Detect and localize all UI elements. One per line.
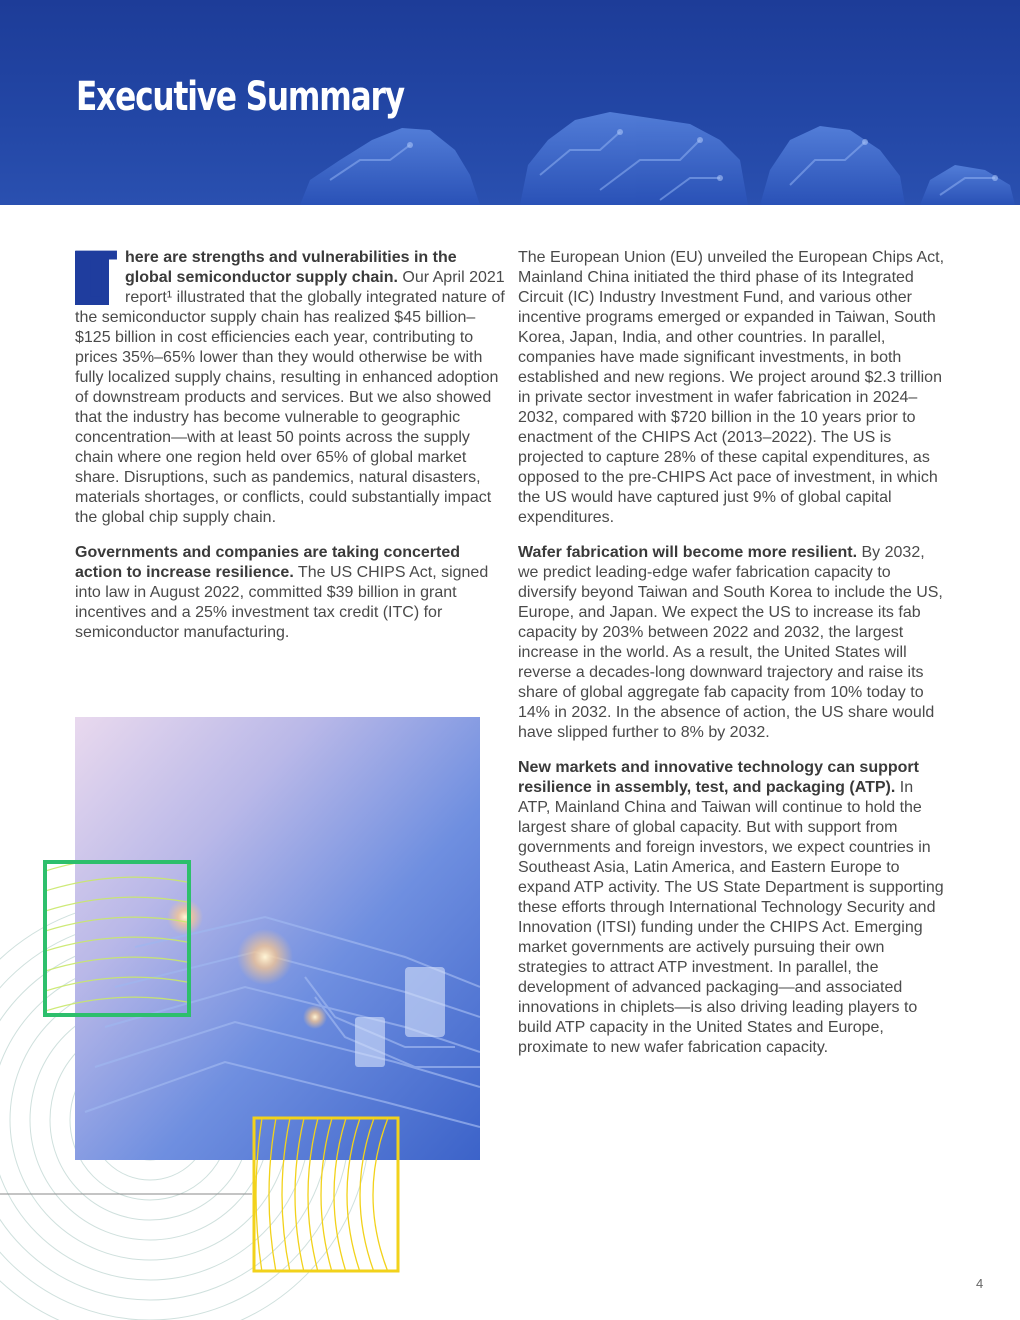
governments-body-text: The US CHIPS Act, signed into law in August 2022, committed $39 billion in grant incentives and a 25% investment tax credit (ITC) for semiconductor manufacturing. [75,564,489,641]
atp-body-text: In ATP, Mainland China and Taiwan will continue to hold the largest share of global capacity. But with support from governments and foreign investors, we expect countries in Southeast Asia, Latin America, and Eastern Europe to expand ATP activity. The US State Department is supporting these efforts through International Technology Security and Innovation (ITSI) funding under the CHIPS Act. Emerging market governments are actively pursuing their own strategies to attract ATP investment. In parallel, the development of advanced packaging—and associated innovations in chiplets—is also driving leading players to build ATP capacity in the United States and Europe, proximate to new wafer fabrication capacity. [518,779,944,1056]
page-number: 4 [976,1276,984,1291]
circuit-board-photo [75,717,480,1160]
governments-lead-sentence: Governments and companies are taking concerted action to increase resilience. [75,544,461,581]
page-title: Executive Summary [76,74,404,120]
intro-lead-sentence: here are strengths and vulnerabilities in the global semiconductor supply chain. [125,249,457,286]
intro-body-text: Our April 2021 report¹ illustrated that the globally integrated nature of the semiconductor supply chain has realized $45 billion–$125 billion in cost efficiencies each year, contributing to prices 35%–65% lower than they would otherwise be with fully localized supply chains, resulting in enhanced adoption of downstream products and services. But we also showed that the industry has become vulnerable to geographic concentration—with at least 50 points across the supply chain where one region held over 65% of global market share. Disruptions, such as pandemics, natural disasters, materials shortages, or conflicts, could substantially impact the global chip supply chain. [75,269,505,526]
eu-paragraph: The European Union (EU) unveiled the European Chips Act, Mainland China initiated the third phase of its Integrated Circuit (IC) Industry Investment Fund, and various other incentive programs emerged or expanded in Taiwan, South Korea, Japan, India, and other countries. In parallel, companies have made significant investments, in both established and new regions. We project around $2.3 trillion in private sector investment in wafer fabrication in 2024–2032, compared with $720 billion in the 10 years prior to enactment of the CHIPS Act (2013–2022). The US is projected to capture 28% of these capital expenditures, as opposed to the pre-CHIPS Act pace of investment, in which the US would have captured just 9% of global capital expenditures. [518,249,945,526]
header-banner [0,0,1020,205]
atp-paragraph [518,758,948,1058]
wafer-paragraph [518,543,948,743]
drop-cap: T [75,238,118,311]
right-column [518,248,948,1058]
wafer-body-text: By 2032, we predict leading-edge wafer fabrication capacity to diversify beyond Taiwan and South Korea to include the US, Europe, and Japan. We expect the US to increase its fab capacity by 203% between 2022 and 2032, the largest increase in the world. As a result, the United States will reverse a decades-long downward trajectory and raise its share of global aggregate fab capacity from 10% today to 14% in 2032. In the absence of action, the US share would have slipped further to 8% by 2032. [518,544,943,741]
wafer-lead-sentence: Wafer fabrication will become more resilient. [518,544,858,561]
intro-paragraph [75,238,505,528]
left-column [75,238,505,643]
atp-lead-sentence: New markets and innovative technology can support resilience in assembly, test, and packaging (ATP). [518,759,919,796]
governments-paragraph [75,543,505,643]
